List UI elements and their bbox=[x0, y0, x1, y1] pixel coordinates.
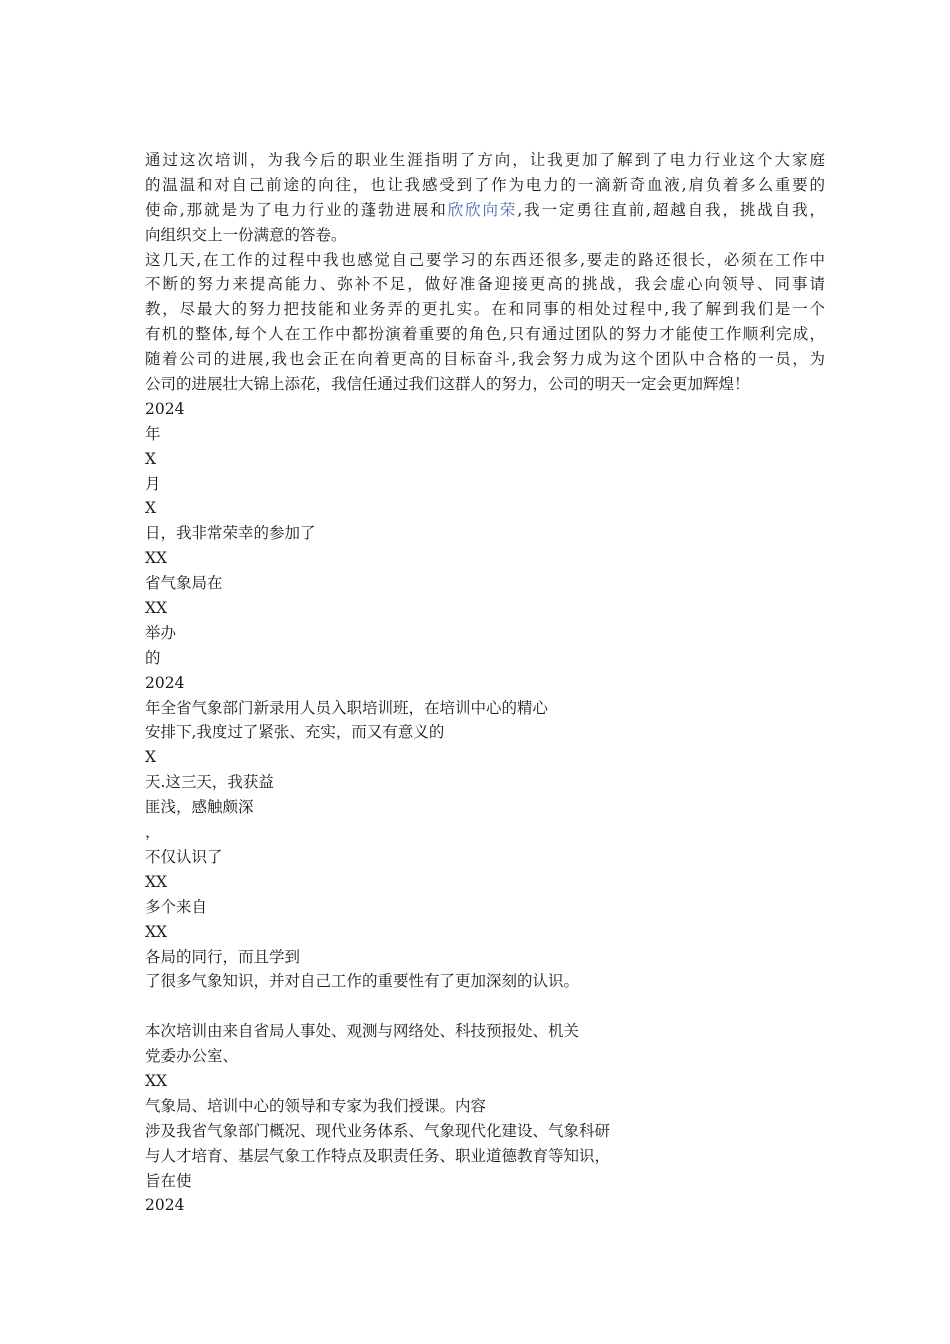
text-fragment: 与人才培育、基层气象工作特点及职责任务、职业道德教育等知识， bbox=[145, 1146, 611, 1165]
paragraph-work-experience bbox=[145, 248, 825, 397]
text-fragment: XX bbox=[145, 599, 168, 618]
text-fragment: 气象局、培训中心的领导和专家为我们授课。内容 bbox=[145, 1096, 487, 1115]
text-fragment: 月 bbox=[145, 474, 161, 493]
text-fragment: 2024 bbox=[145, 399, 185, 418]
text-fragment: 的 bbox=[145, 648, 161, 667]
text-fragment: 不仅认识了 bbox=[145, 847, 223, 866]
text-fragment: 旨在使 bbox=[145, 1171, 192, 1190]
text-fragment: XX bbox=[145, 1071, 168, 1090]
text-line: 不断的努力来提高能力、弥补不足，做好准备迎接更高的挑战，我会虚心向领导、同事请 bbox=[145, 275, 825, 294]
text-fragment: 了很多气象知识，并对自己工作的重要性有了更加深刻的认识。 bbox=[145, 972, 580, 991]
text-fragment: 多个来自 bbox=[145, 897, 208, 916]
text-line: 有机的整体,每个人在工作中都扮演着重要的角色,只有通过团队的努力才能使工作顺利完成， bbox=[145, 325, 825, 344]
text-line bbox=[145, 198, 825, 223]
text-line: 向组织交上一份满意的答卷。 bbox=[145, 225, 347, 244]
text-fragment: 年全省气象部门新录用人员入职培训班，在培训中心的精心 bbox=[145, 698, 549, 717]
text-fragment: 匪浅，感触颇深 bbox=[145, 798, 254, 817]
blank-line bbox=[145, 994, 825, 1019]
text-fragment: ， bbox=[145, 823, 161, 842]
text-fragment: 举办 bbox=[145, 623, 177, 642]
paragraph-training-reflection bbox=[145, 148, 825, 248]
text-fragment: 省气象局在 bbox=[145, 574, 223, 593]
text-fragment: 天.这三天，我获益 bbox=[145, 773, 274, 792]
text-fragment: 安排下,我度过了紧张、充实，而又有意义的 bbox=[145, 723, 445, 742]
text-fragment: 2024 bbox=[145, 1196, 185, 1215]
text-fragment: 2024 bbox=[145, 673, 185, 692]
document-body bbox=[145, 148, 825, 1218]
text-fragment: 各局的同行，而且学到 bbox=[145, 947, 301, 966]
text-line: 随着公司的进展,我也会正在向着更高的目标奋斗,我会努力成为这个团队中合格的一员，为 bbox=[145, 350, 825, 369]
text-line: 通过这次培训，为我今后的职业生涯指明了方向，让我更加了解到了电力行业这个大家庭 bbox=[145, 151, 825, 169]
text-fragment: X bbox=[145, 499, 157, 518]
text-fragment: XX bbox=[145, 549, 168, 568]
text-fragment: 涉及我省气象部门概况、现代业务体系、气象现代化建设、气象科研 bbox=[145, 1121, 611, 1140]
text-line: 公司的进展壮大锦上添花，我信任通过我们这群人的努力，公司的明天一定会更加辉煌！ bbox=[145, 375, 750, 394]
text-fragment: 日，我非常荣幸的参加了 bbox=[145, 524, 316, 543]
text-span: 使命,那就是为了电力行业的蓬勃进展和 bbox=[145, 200, 448, 219]
text-line: 的温温和对自己前途的向往，也让我感受到了作为电力的一滴新奇血液,肩负着多么重要的 bbox=[145, 175, 825, 194]
text-fragment: X bbox=[145, 449, 157, 468]
text-line: 教，尽最大的努力把技能和业务弄的更扎实。在和同事的相处过程中,我了解到我们是一个 bbox=[145, 300, 825, 319]
text-fragment: XX bbox=[145, 922, 168, 941]
text-fragment: X bbox=[145, 748, 157, 767]
text-fragment: XX bbox=[145, 872, 168, 891]
hyperlink[interactable]: 欣欣向荣 bbox=[447, 200, 518, 219]
fragment-block-training-intro bbox=[145, 397, 825, 994]
text-fragment: 党委办公室、 bbox=[145, 1047, 239, 1066]
text-fragment: 年 bbox=[145, 424, 161, 443]
fragment-block-course-content bbox=[145, 1019, 825, 1218]
text-span: ,我一定勇往直前,超越自我，挑战自我， bbox=[517, 200, 825, 219]
text-fragment: 本次培训由来自省局人事处、观测与网络处、科技预报处、机关 bbox=[145, 1022, 580, 1041]
text-line: 这几天,在工作的过程中我也感觉自己要学习的东西还很多,要走的路还很长，必须在工作中 bbox=[145, 250, 825, 269]
